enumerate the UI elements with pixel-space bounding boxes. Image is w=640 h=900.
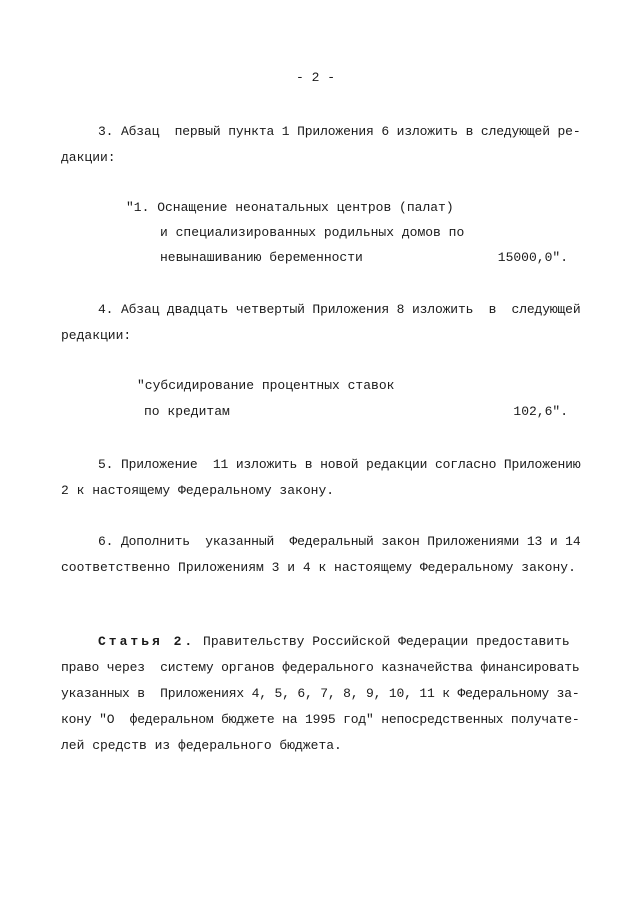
item-6-line-2: соответственно Приложениям 3 и 4 к настоящему Федеральному закону. xyxy=(61,560,576,575)
article-2-line-5: лей средств из федерального бюджета. xyxy=(61,738,342,753)
article-2-line-1 xyxy=(98,634,570,650)
item-4-quote-value: 102,6". xyxy=(513,404,568,419)
item-6-line-1: 6. Дополнить указанный Федеральный закон Приложениями 13 и 14 xyxy=(98,534,581,549)
item-3-line-2: дакции: xyxy=(61,150,116,165)
article-2-line-2: право через систему органов федерального казначейства финансировать xyxy=(61,660,580,675)
item-4-quote-line-1: "субсидирование процентных ставок xyxy=(137,378,395,393)
item-4-quote-line-2: по кредитам xyxy=(144,404,230,419)
article-2-heading: Статья 2. xyxy=(98,634,196,649)
item-4-line-1: 4. Абзац двадцать четвертый Приложения 8 изложить в следующей xyxy=(98,302,581,317)
article-2-line-1-text: Правительству Российской Федерации предоставить xyxy=(203,634,570,649)
item-3-quote-line-2: и специализированных родильных домов по xyxy=(160,225,465,240)
page-number: - 2 - xyxy=(296,70,336,85)
item-3-quote-line-1: "1. Оснащение неонатальных центров (палат) xyxy=(126,200,454,215)
item-5-line-2: 2 к настоящему Федеральному закону. xyxy=(61,483,335,498)
item-4-line-2: редакции: xyxy=(61,328,132,343)
article-2-line-4: кону "О федеральном бюджете на 1995 год" непосредственных получате- xyxy=(61,712,580,727)
item-5-line-1: 5. Приложение 11 изложить в новой редакции согласно Приложению xyxy=(98,457,581,472)
item-3-quote-value: 15000,0". xyxy=(497,250,568,265)
item-3-quote-line-3: невынашиванию беременности xyxy=(160,250,363,265)
item-3-line-1: 3. Абзац первый пункта 1 Приложения 6 изложить в следующей ре- xyxy=(98,124,581,139)
article-2-line-3: указанных в Приложениях 4, 5, 6, 7, 8, 9, 10, 11 к Федеральному за- xyxy=(61,686,580,701)
